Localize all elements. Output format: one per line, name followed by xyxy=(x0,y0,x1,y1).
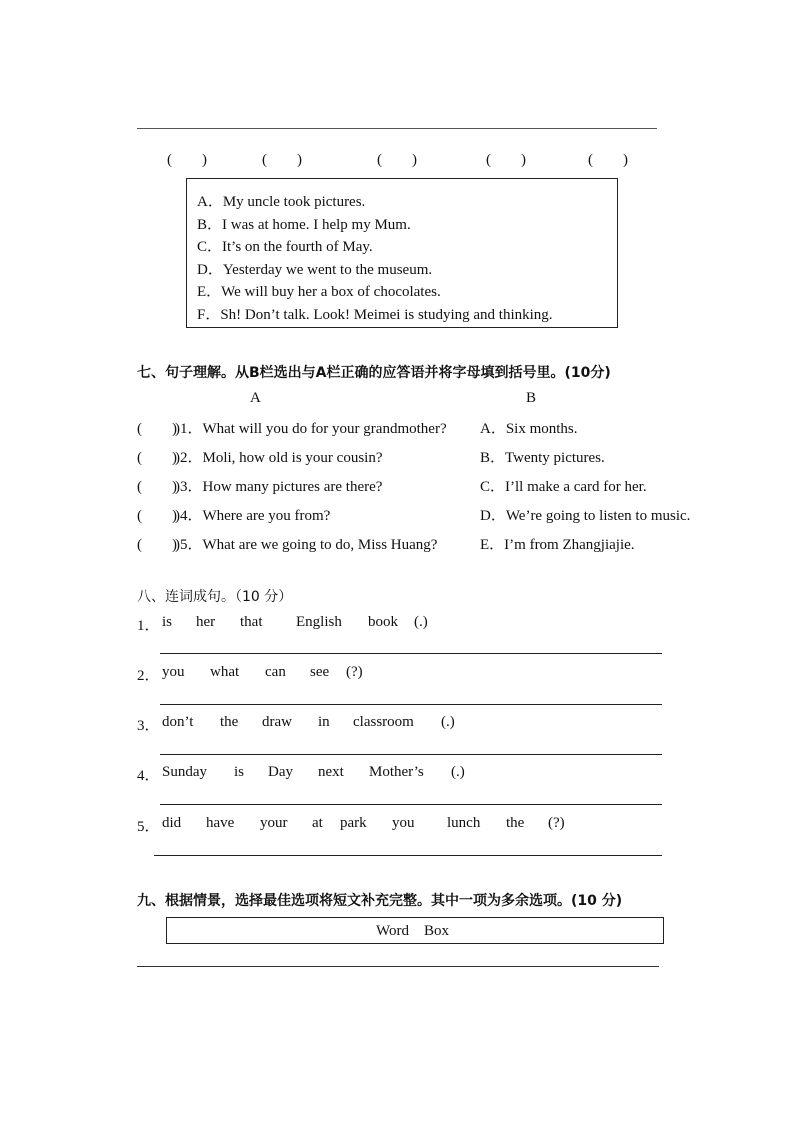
sentence-1-word: is xyxy=(162,614,173,630)
sentence-2-word: what xyxy=(210,664,240,680)
sentence-4-word: is xyxy=(234,764,245,780)
sentence-1-word: that xyxy=(240,614,263,630)
sentence-4-word: Sunday xyxy=(162,764,207,780)
sentence-5-word: the xyxy=(506,815,525,831)
sentence-1-number: 1． xyxy=(137,618,160,634)
matching-answer-a: A．Six months. xyxy=(480,421,578,437)
sentence-5-word: your xyxy=(260,815,288,831)
sentence-4-number: 4． xyxy=(137,768,160,784)
sentence-5-word: at xyxy=(312,815,323,831)
sentence-3-answer-line[interactable] xyxy=(160,754,662,755)
sentence-3-word: the xyxy=(220,714,239,730)
sentence-1-word: book xyxy=(368,614,398,630)
word-box-label: Word Box xyxy=(376,923,449,939)
sentence-4-answer-line[interactable] xyxy=(160,804,662,805)
option-e: E．We will buy her a box of chocolates. xyxy=(197,284,441,300)
matching-question-3: )3．How many pictures are there? xyxy=(175,479,383,495)
sentence-5-word: lunch xyxy=(447,815,481,831)
column-b-header: B xyxy=(526,390,537,406)
matching-question-1: )1．What will you do for your grandmother? xyxy=(175,421,447,437)
section-8-title: 八、连词成句。（10 分） xyxy=(137,589,293,605)
sentence-1-word: (.) xyxy=(414,614,428,630)
sentence-3-word: in xyxy=(318,714,330,730)
sentence-4-word: (.) xyxy=(451,764,465,780)
matching-question-2: )2．Moli, how old is your cousin? xyxy=(175,450,383,466)
matching-question-4: )4．Where are you from? xyxy=(175,508,331,524)
sentence-3-number: 3． xyxy=(137,718,160,734)
sentence-1-answer-line[interactable] xyxy=(160,653,662,654)
option-a: A．My uncle took pictures. xyxy=(197,194,366,210)
sentence-5-word: (?) xyxy=(548,815,565,831)
matching-bracket-4[interactable]: ( ) xyxy=(137,508,177,524)
option-b: B．I was at home. I help my Mum. xyxy=(197,217,411,233)
answer-bracket-4[interactable]: ( ) xyxy=(486,152,526,168)
matching-answer-e: E．I’m from Zhangjiajie. xyxy=(480,537,635,553)
matching-answer-d: D．We’re going to listen to music. xyxy=(480,508,691,524)
matching-bracket-1[interactable]: ( ) xyxy=(137,421,177,437)
section-7-title: 七、句子理解。从B栏选出与A栏正确的应答语并将字母填到括号里。(10分) xyxy=(137,365,611,381)
matching-answer-c: C．I’ll make a card for her. xyxy=(480,479,647,495)
answer-bracket-2[interactable]: ( ) xyxy=(262,152,302,168)
sentence-5-word: did xyxy=(162,815,182,831)
sentence-2-word: can xyxy=(265,664,286,680)
matching-question-5: )5．What are we going to do, Miss Huang? xyxy=(175,537,438,553)
sentence-5-word: park xyxy=(340,815,367,831)
sentence-4-word: Day xyxy=(268,764,293,780)
answer-bracket-3[interactable]: ( ) xyxy=(377,152,417,168)
option-c: C．It’s on the fourth of May. xyxy=(197,239,373,255)
matching-bracket-2[interactable]: ( ) xyxy=(137,450,177,466)
bottom-rule xyxy=(137,966,659,967)
sentence-5-number: 5． xyxy=(137,819,160,835)
sentence-1-word: her xyxy=(196,614,216,630)
matching-answer-b: B．Twenty pictures. xyxy=(480,450,605,466)
sentence-3-word: draw xyxy=(262,714,292,730)
sentence-3-word: classroom xyxy=(353,714,414,730)
top-rule xyxy=(137,128,657,129)
sentence-5-word: you xyxy=(392,815,415,831)
answer-bracket-5[interactable]: ( ) xyxy=(588,152,628,168)
sentence-3-word: don’t xyxy=(162,714,194,730)
section-9-title: 九、根据情景，选择最佳选项将短文补充完整。其中一项为多余选项。(10 分) xyxy=(137,893,623,909)
matching-bracket-5[interactable]: ( ) xyxy=(137,537,177,553)
sentence-4-word: Mother’s xyxy=(369,764,424,780)
sentence-2-word: see xyxy=(310,664,330,680)
option-d: D．Yesterday we went to the museum. xyxy=(197,262,433,278)
sentence-2-answer-line[interactable] xyxy=(160,704,662,705)
sentence-2-word: (?) xyxy=(346,664,363,680)
sentence-1-word: English xyxy=(296,614,342,630)
sentence-3-word: (.) xyxy=(441,714,455,730)
sentence-4-word: next xyxy=(318,764,344,780)
sentence-5-answer-line[interactable] xyxy=(154,855,662,856)
sentence-2-word: you xyxy=(162,664,185,680)
matching-bracket-3[interactable]: ( ) xyxy=(137,479,177,495)
column-a-header: A xyxy=(250,390,261,406)
sentence-5-word: have xyxy=(206,815,235,831)
option-f: F．Sh! Don’t talk. Look! Meimei is studying and thinking. xyxy=(197,307,553,323)
answer-bracket-1[interactable]: ( ) xyxy=(167,152,207,168)
sentence-2-number: 2． xyxy=(137,668,160,684)
